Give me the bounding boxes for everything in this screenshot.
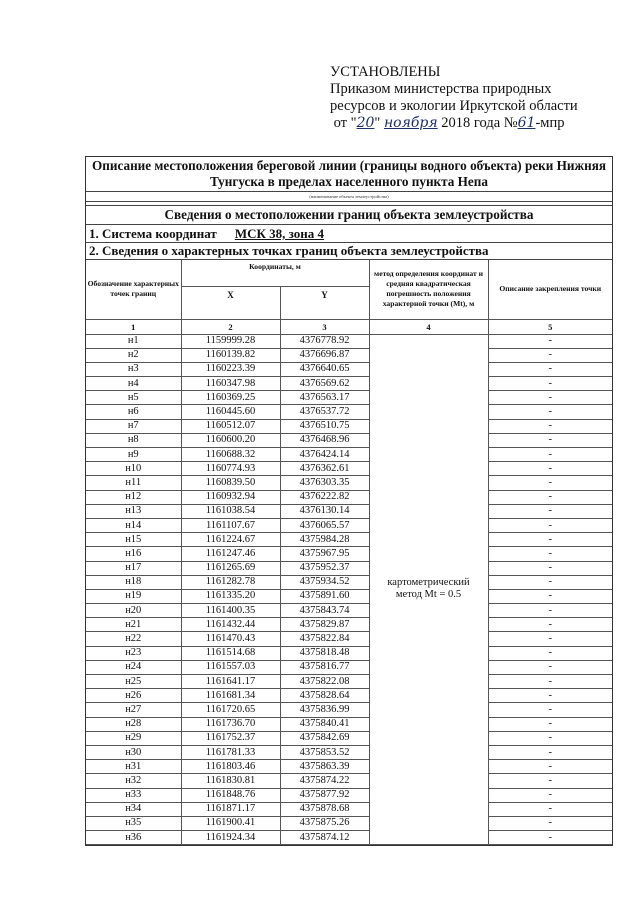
points-table-body	[86, 334, 612, 845]
point-id-cell: н36	[86, 831, 181, 845]
x-coordinate-cell: 1161514.68	[181, 646, 280, 660]
x-coordinate-cell: 1161265.69	[181, 561, 280, 575]
handwritten-month: ноября	[383, 115, 438, 131]
object-name-caption: (наименование объекта землеустройства)	[86, 192, 612, 202]
points-table	[86, 260, 612, 845]
x-coordinate-cell: 1161107.67	[181, 518, 280, 532]
fixing-description-cell: -	[488, 448, 612, 462]
table-row	[86, 448, 612, 462]
point-id-cell: н12	[86, 490, 181, 504]
y-coordinate-cell: 4375952.37	[280, 561, 369, 575]
fixing-description-cell: -	[488, 334, 612, 348]
table-row	[86, 391, 612, 405]
point-id-cell: н24	[86, 660, 181, 674]
point-id-cell: н25	[86, 675, 181, 689]
x-coordinate-cell: 1161400.35	[181, 604, 280, 618]
table-row	[86, 802, 612, 816]
y-coordinate-cell: 4375934.52	[280, 575, 369, 589]
x-coordinate-cell: 1161848.76	[181, 788, 280, 802]
x-coordinate-cell: 1161038.54	[181, 504, 280, 518]
point-id-cell: н9	[86, 448, 181, 462]
point-id-cell: н8	[86, 433, 181, 447]
x-coordinate-cell: 1160445.60	[181, 405, 280, 419]
point-id-cell: н31	[86, 760, 181, 774]
table-row	[86, 717, 612, 731]
fixing-description-cell: -	[488, 490, 612, 504]
header-fixing-description: Описание закрепления точки	[488, 260, 612, 319]
table-row	[86, 816, 612, 830]
y-coordinate-cell: 4375874.22	[280, 774, 369, 788]
x-coordinate-cell: 1161781.33	[181, 745, 280, 759]
x-coordinate-cell: 1160600.20	[181, 433, 280, 447]
x-coordinate-cell: 1161557.03	[181, 660, 280, 674]
y-coordinate-cell: 4375843.74	[280, 604, 369, 618]
approval-order-line: Приказом министерства природных	[330, 81, 552, 97]
fixing-description-cell: -	[488, 391, 612, 405]
fixing-description-cell: -	[488, 788, 612, 802]
y-coordinate-cell: 4376362.61	[280, 462, 369, 476]
point-id-cell: н1	[86, 334, 181, 348]
column-numbers-row: 1 2 3 4 5	[86, 319, 612, 334]
x-coordinate-cell: 1160512.07	[181, 419, 280, 433]
point-id-cell: н34	[86, 802, 181, 816]
point-id-cell: н19	[86, 589, 181, 603]
x-coordinate-cell: 1161803.46	[181, 760, 280, 774]
y-coordinate-cell: 4375875.26	[280, 816, 369, 830]
fixing-description-cell: -	[488, 703, 612, 717]
table-row	[86, 561, 612, 575]
fixing-description-cell: -	[488, 575, 612, 589]
y-coordinate-cell: 4375967.95	[280, 547, 369, 561]
point-id-cell: н32	[86, 774, 181, 788]
table-row	[86, 831, 612, 845]
y-coordinate-cell: 4375877.92	[280, 788, 369, 802]
boundary-description-form	[85, 156, 613, 846]
fixing-description-cell: -	[488, 604, 612, 618]
header-point-designation: Обозначение характерных точек границ	[86, 260, 181, 319]
y-coordinate-cell: 4375822.08	[280, 675, 369, 689]
point-id-cell: н7	[86, 419, 181, 433]
coordinate-system-value: МСК 38, зона 4	[234, 226, 325, 241]
point-id-cell: н10	[86, 462, 181, 476]
coordinate-system-label: 1. Система координат	[89, 226, 217, 241]
x-coordinate-cell: 1161282.78	[181, 575, 280, 589]
x-coordinate-cell: 1161900.41	[181, 816, 280, 830]
table-row	[86, 377, 612, 391]
point-id-cell: н13	[86, 504, 181, 518]
fixing-description-cell: -	[488, 802, 612, 816]
fixing-description-cell: -	[488, 675, 612, 689]
point-id-cell: н17	[86, 561, 181, 575]
table-row	[86, 362, 612, 376]
fixing-description-cell: -	[488, 816, 612, 830]
x-coordinate-cell: 1161830.81	[181, 774, 280, 788]
point-id-cell: н11	[86, 476, 181, 490]
y-coordinate-cell: 4376696.87	[280, 348, 369, 362]
y-coordinate-cell: 4375874.12	[280, 831, 369, 845]
y-coordinate-cell: 4376640.65	[280, 362, 369, 376]
y-coordinate-cell: 4375818.48	[280, 646, 369, 660]
header-coordinates: Координаты, м	[181, 260, 369, 286]
point-id-cell: н29	[86, 731, 181, 745]
x-coordinate-cell: 1161752.37	[181, 731, 280, 745]
x-coordinate-cell: 1161335.20	[181, 589, 280, 603]
table-row	[86, 604, 612, 618]
point-id-cell: н18	[86, 575, 181, 589]
table-row	[86, 533, 612, 547]
point-id-cell: н30	[86, 745, 181, 759]
x-coordinate-cell: 1161924.34	[181, 831, 280, 845]
table-row	[86, 618, 612, 632]
fixing-description-cell: -	[488, 348, 612, 362]
fixing-description-cell: -	[488, 547, 612, 561]
x-coordinate-cell: 1160223.39	[181, 362, 280, 376]
table-row	[86, 518, 612, 532]
fixing-description-cell: -	[488, 717, 612, 731]
table-row	[86, 760, 612, 774]
table-row	[86, 334, 612, 348]
fixing-description-cell: -	[488, 405, 612, 419]
point-id-cell: н33	[86, 788, 181, 802]
fixing-description-cell: -	[488, 518, 612, 532]
fixing-description-cell: -	[488, 476, 612, 490]
x-coordinate-cell: 1161736.70	[181, 717, 280, 731]
y-coordinate-cell: 4376303.35	[280, 476, 369, 490]
table-row	[86, 405, 612, 419]
point-id-cell: н20	[86, 604, 181, 618]
table-row	[86, 774, 612, 788]
x-coordinate-cell: 1161432.44	[181, 618, 280, 632]
fixing-description-cell: -	[488, 377, 612, 391]
table-row	[86, 348, 612, 362]
point-id-cell: н6	[86, 405, 181, 419]
fixing-description-cell: -	[488, 433, 612, 447]
header-x: X	[181, 286, 280, 319]
coordinate-system-row	[86, 225, 612, 243]
fixing-description-cell: -	[488, 533, 612, 547]
fixing-description-cell: -	[488, 774, 612, 788]
x-coordinate-cell: 1160688.32	[181, 448, 280, 462]
y-coordinate-cell: 4375891.60	[280, 589, 369, 603]
table-row	[86, 504, 612, 518]
fixing-description-cell: -	[488, 618, 612, 632]
table-row	[86, 632, 612, 646]
section-title: Сведения о местоположении границ объекта землеустройства	[86, 206, 612, 225]
x-coordinate-cell: 1160774.93	[181, 462, 280, 476]
fixing-description-cell: -	[488, 362, 612, 376]
y-coordinate-cell: 4376569.62	[280, 377, 369, 391]
table-row	[86, 433, 612, 447]
y-coordinate-cell: 4376130.14	[280, 504, 369, 518]
y-coordinate-cell: 4376537.72	[280, 405, 369, 419]
table-row	[86, 703, 612, 717]
y-coordinate-cell: 4375863.39	[280, 760, 369, 774]
y-coordinate-cell: 4376563.17	[280, 391, 369, 405]
table-row	[86, 575, 612, 589]
approval-date-line: от "20" ноября 2018 года №61-мпр	[333, 115, 565, 131]
fixing-description-cell: -	[488, 689, 612, 703]
table-row	[86, 788, 612, 802]
table-row	[86, 675, 612, 689]
point-id-cell: н2	[86, 348, 181, 362]
y-coordinate-cell: 4375853.52	[280, 745, 369, 759]
y-coordinate-cell: 4375878.68	[280, 802, 369, 816]
x-coordinate-cell: 1159999.28	[181, 334, 280, 348]
point-id-cell: н5	[86, 391, 181, 405]
point-id-cell: н23	[86, 646, 181, 660]
table-row	[86, 731, 612, 745]
x-coordinate-cell: 1161470.43	[181, 632, 280, 646]
table-row	[86, 462, 612, 476]
table-row	[86, 547, 612, 561]
point-id-cell: н16	[86, 547, 181, 561]
x-coordinate-cell: 1160369.25	[181, 391, 280, 405]
x-coordinate-cell: 1161871.17	[181, 802, 280, 816]
y-coordinate-cell: 4376222.82	[280, 490, 369, 504]
y-coordinate-cell: 4375816.77	[280, 660, 369, 674]
header-method: метод определения координат и средняя квадратическая погрешность положения характерной точки (Mt), м	[369, 260, 488, 319]
header-y: Y	[280, 286, 369, 319]
table-row	[86, 646, 612, 660]
fixing-description-cell: -	[488, 632, 612, 646]
fixing-description-cell: -	[488, 831, 612, 845]
point-id-cell: н22	[86, 632, 181, 646]
y-coordinate-cell: 4375829.87	[280, 618, 369, 632]
table-row	[86, 589, 612, 603]
fixing-description-cell: -	[488, 731, 612, 745]
x-coordinate-cell: 1160139.82	[181, 348, 280, 362]
point-id-cell: н26	[86, 689, 181, 703]
points-section-title: 2. Сведения о характерных точках границ объекта землеустройства	[86, 243, 612, 260]
fixing-description-cell: -	[488, 419, 612, 433]
point-id-cell: н28	[86, 717, 181, 731]
y-coordinate-cell: 4375840.41	[280, 717, 369, 731]
approval-ministry-line: ресурсов и экологии Иркутской области	[330, 98, 578, 114]
point-id-cell: н15	[86, 533, 181, 547]
fixing-description-cell: -	[488, 646, 612, 660]
x-coordinate-cell: 1160347.98	[181, 377, 280, 391]
y-coordinate-cell: 4376424.14	[280, 448, 369, 462]
x-coordinate-cell: 1161641.17	[181, 675, 280, 689]
approval-heading: УСТАНОВЛЕНЫ	[330, 64, 441, 80]
handwritten-number: 61	[517, 115, 536, 131]
y-coordinate-cell: 4376510.75	[280, 419, 369, 433]
approval-stamp	[330, 64, 630, 132]
point-id-cell: н4	[86, 377, 181, 391]
table-row	[86, 419, 612, 433]
table-row	[86, 490, 612, 504]
x-coordinate-cell: 1160932.94	[181, 490, 280, 504]
y-coordinate-cell: 4375842.69	[280, 731, 369, 745]
fixing-description-cell: -	[488, 760, 612, 774]
y-coordinate-cell: 4376065.57	[280, 518, 369, 532]
x-coordinate-cell: 1161681.34	[181, 689, 280, 703]
fixing-description-cell: -	[488, 561, 612, 575]
method-cell: картометрический метод Mt = 0.5	[369, 334, 488, 845]
table-row	[86, 476, 612, 490]
y-coordinate-cell: 4376778.92	[280, 334, 369, 348]
point-id-cell: н14	[86, 518, 181, 532]
y-coordinate-cell: 4375836.99	[280, 703, 369, 717]
handwritten-day: 20	[356, 115, 375, 131]
point-id-cell: н27	[86, 703, 181, 717]
y-coordinate-cell: 4375822.84	[280, 632, 369, 646]
y-coordinate-cell: 4375828.64	[280, 689, 369, 703]
y-coordinate-cell: 4376468.96	[280, 433, 369, 447]
table-row	[86, 689, 612, 703]
x-coordinate-cell: 1161720.65	[181, 703, 280, 717]
point-id-cell: н21	[86, 618, 181, 632]
fixing-description-cell: -	[488, 660, 612, 674]
fixing-description-cell: -	[488, 589, 612, 603]
x-coordinate-cell: 1160839.50	[181, 476, 280, 490]
x-coordinate-cell: 1161224.67	[181, 533, 280, 547]
fixing-description-cell: -	[488, 504, 612, 518]
fixing-description-cell: -	[488, 462, 612, 476]
y-coordinate-cell: 4375984.28	[280, 533, 369, 547]
table-row	[86, 660, 612, 674]
fixing-description-cell: -	[488, 745, 612, 759]
x-coordinate-cell: 1161247.46	[181, 547, 280, 561]
table-row	[86, 745, 612, 759]
point-id-cell: н35	[86, 816, 181, 830]
point-id-cell: н3	[86, 362, 181, 376]
document-title: Описание местоположения береговой линии (границы водного объекта) реки Нижняя Тунгуска в пределах населенного пункта Непа	[86, 157, 612, 192]
